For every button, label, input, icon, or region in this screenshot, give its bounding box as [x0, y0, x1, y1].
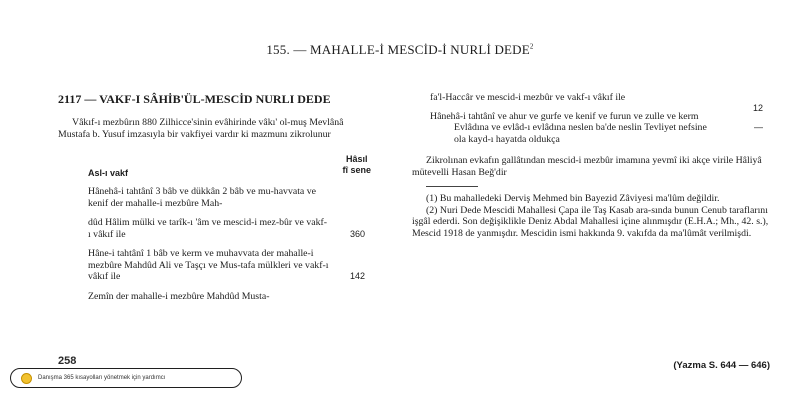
row-text: Hânehâ-i tahtânî 3 bâb ve dükkân 2 bâb ve mu-havvata ve kenif der mahalle-i mezbûre Mah- [88, 186, 316, 209]
page-title-footnote-mark: 2 [529, 42, 534, 51]
table-row [412, 110, 777, 132]
row-value: 12 [752, 103, 763, 113]
row-value: 360 [349, 228, 365, 239]
source-reference: (Yazma S. 644 — 646) [673, 360, 770, 371]
row-text: Zemîn der mahalle-i mezbûre Mahdûd Musta- [88, 290, 270, 302]
page-title-text: 155. — MAHALLE-İ MESCİD-İ NURLİ DEDE [266, 42, 530, 57]
right-column [412, 92, 777, 239]
footnote-divider [426, 186, 478, 187]
row-subtext: Evlâdına ve evlâd-ı evlâdına neslen ba'de neslin Tevliyet nefsine ola kayd-ı hayatda oldukça [454, 122, 707, 145]
table-header-label: Asl-ı vakf [88, 168, 129, 178]
left-column [58, 92, 373, 302]
intro-paragraph: Vâkıf-ı mezbûrın 880 Zilhicce'sinin evâhirinde vâkı' ol-muş Mevlânâ Mustafa b. Yusuf imzasıyla bir vakfiyei vardır ki mazmunı zikrolunur [58, 117, 344, 140]
row-text: dûd Hâlim mülki ve tarîk-ı 'âm ve mescid-i mez-bûr ve vakf-ı vâkıf ile [88, 217, 327, 240]
table-row [58, 291, 373, 303]
table-row [58, 217, 373, 240]
row-text: Hâne-i tahtânî 1 bâb ve kerm ve muhavvata der mahalle-i mezbûre Mahdûd Ali ve Taşçı ve Mus-tafa mülkleri ve vakf-ı vâkıf ile [88, 248, 329, 282]
table-row [412, 92, 777, 113]
table-header-hasil [342, 154, 371, 175]
hasil-line-1: Hâsıl [345, 154, 368, 164]
hasil-line-2: fî sene [342, 164, 371, 175]
row-value: 142 [349, 271, 365, 281]
section-heading: 2117 — VAKF-I SÂHİB'ÜL-MESCİD NURLI DEDE [58, 92, 331, 106]
row-text: Hânehâ-i tahtânî ve ahur ve gurfe ve kenif ve furun ve zulle ve kerm [430, 110, 699, 122]
table-row [58, 186, 373, 209]
footnote-2: (2) Nuri Dede Mescidi Mahallesi Çapa ile Taş Kasab ara-sında bunun Cenub taraflarını işgâl ederdi. Son değişiklikle Deniz Abdal Mahallesi içine alınmışdır (E.H.A.; Mh., 42. s.), Mescid 1918 de yanmışdır. Mescidin ismi hakkında 9. vakıfda da ma'lûmât verilmişdi. [412, 204, 769, 239]
page-number: 258 [58, 355, 77, 367]
table-row [58, 248, 373, 283]
page-title [0, 42, 800, 58]
assistant-icon [21, 373, 32, 384]
row-text: fa'l-Haccâr ve mescid-i mezbûr ve vakf-ı vâkıf ile [430, 92, 626, 103]
footnote-1: (1) Bu mahalledeki Derviş Mehmed bin Bayezid Zâviyesi ma'lûm değildir. [426, 193, 720, 204]
row-value: — [754, 121, 763, 132]
closing-paragraph: Zikrolınan evkafın gallâtından mescid-i mezbûr imamına yevmî iki akçe virile Hâliyâ mütevelli Hasan Beğ'dir [412, 155, 762, 178]
table-header [58, 154, 373, 178]
notification-text: Danışma 365 kısayolları yönetmek için yardımcı [38, 375, 166, 381]
notification-pill[interactable] [10, 368, 242, 388]
